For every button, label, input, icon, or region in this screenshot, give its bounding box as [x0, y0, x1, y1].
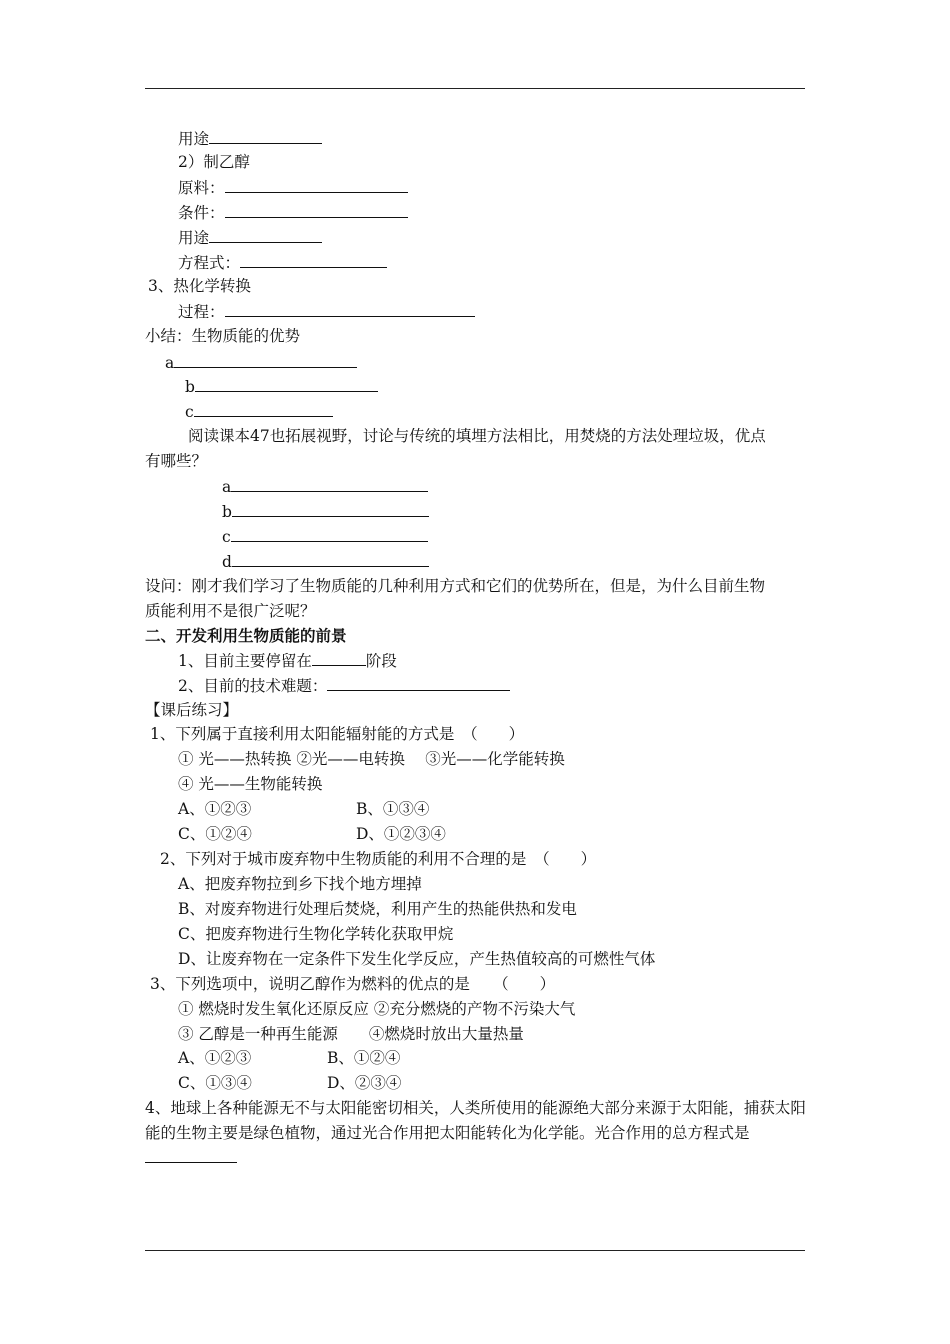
- condition-line: 条件：: [178, 202, 408, 223]
- process-line: 过程：: [178, 301, 475, 322]
- header-rule: [145, 88, 805, 89]
- blank[interactable]: [232, 501, 429, 517]
- exercise-2-choice-d[interactable]: D、让废弃物在一定条件下发生化学反应，产生热值较高的可燃性气体: [178, 950, 656, 968]
- blank[interactable]: [231, 476, 428, 492]
- exercise-2-choice-c[interactable]: C、把废弃物进行生物化学转化获取甲烷: [178, 925, 454, 943]
- question-1: 设问：刚才我们学习了生物质能的几种利用方式和它们的优势所在，但是，为什么目前生物: [145, 577, 766, 595]
- blank[interactable]: [195, 376, 378, 392]
- thermochem-heading: 3、热化学转换: [148, 277, 251, 295]
- section2-item2: 2、目前的技术难题：: [178, 675, 510, 696]
- blank[interactable]: [327, 675, 510, 691]
- blank[interactable]: [231, 526, 428, 542]
- exercise-2-choice-a[interactable]: A、把废弃物拉到乡下找个地方埋掉: [178, 875, 422, 893]
- exercise-3-choice-a[interactable]: A、①②③: [178, 1049, 252, 1067]
- blank[interactable]: [240, 252, 387, 268]
- blank[interactable]: [174, 352, 357, 368]
- blank[interactable]: [209, 227, 322, 243]
- raw-material-line: 原料：: [178, 177, 408, 198]
- summary-c: c: [185, 401, 333, 422]
- section2-title: 二、开发利用生物质能的前景: [145, 626, 347, 645]
- exercise-3: 3、下列选项中，说明乙醇作为燃料的优点的是 （ ）: [150, 975, 556, 993]
- blank[interactable]: [312, 650, 366, 666]
- exercise-1-choice-c[interactable]: C、①②④: [178, 825, 252, 843]
- blank[interactable]: [232, 551, 429, 567]
- equation-line: 方程式：: [178, 252, 387, 273]
- summary-a: a: [165, 352, 357, 373]
- reading-b: b: [222, 501, 429, 522]
- blank[interactable]: [225, 177, 408, 193]
- reading-d: d: [222, 551, 429, 572]
- reading-prompt-2: 有哪些？: [145, 452, 208, 470]
- summary-b: b: [185, 376, 378, 397]
- exercise-header: 【课后练习】: [145, 701, 239, 719]
- exercise-3-choice-c[interactable]: C、①③④: [178, 1074, 252, 1092]
- exercise-1-options-2: ④ 光——生物能转换: [178, 775, 323, 793]
- exercise-1-choice-d[interactable]: D、①②③④: [356, 825, 446, 843]
- blank[interactable]: [145, 1147, 237, 1163]
- ethanol-heading: 2）制乙醇: [178, 153, 250, 171]
- exercise-2: 2、下列对于城市废弃物中生物质能的利用不合理的是 （ ）: [160, 850, 597, 868]
- use-line-1: 用途: [178, 128, 322, 149]
- exercise-3-choice-b[interactable]: B、①②④: [327, 1049, 401, 1067]
- exercise-1: 1、下列属于直接利用太阳能辐射能的方式是 （ ）: [150, 725, 525, 743]
- exercise-1-choice-b[interactable]: B、①③④: [356, 800, 430, 818]
- blank[interactable]: [225, 301, 475, 317]
- exercise-1-choice-a[interactable]: A、①②③: [178, 800, 252, 818]
- blank[interactable]: [194, 401, 333, 417]
- blank[interactable]: [209, 128, 322, 144]
- exercise-2-choice-b[interactable]: B、对废弃物进行处理后焚烧，利用产生的热能供热和发电: [178, 900, 577, 918]
- exercise-3-options-1: ① 燃烧时发生氧化还原反应 ②充分燃烧的产物不污染大气: [178, 1000, 576, 1018]
- footer-rule: [145, 1250, 805, 1251]
- question-2: 质能利用不是很广泛呢？: [145, 602, 316, 620]
- reading-a: a: [222, 476, 428, 497]
- section2-item1: 1、目前主要停留在 阶段: [178, 652, 397, 670]
- use-line-2: 用途: [178, 227, 322, 248]
- reading-prompt-1: 阅读课本47也拓展视野，讨论与传统的填埋方法相比，用焚烧的方法处理垃圾，优点: [188, 427, 766, 445]
- blank[interactable]: [225, 202, 408, 218]
- summary-heading: 小结：生物质能的优势: [145, 327, 301, 345]
- exercise-3-choice-d[interactable]: D、②③④: [327, 1074, 402, 1092]
- reading-c: c: [222, 526, 428, 547]
- exercise-1-options-1: ① 光——热转换 ②光——电转换 ③光——化学能转换: [178, 750, 565, 768]
- exercise-3-options-2: ③ 乙醇是一种再生能源 ④燃烧时放出大量热量: [178, 1025, 524, 1043]
- exercise-4: 4、地球上各种能源无不与太阳能密切相关，人类所使用的能源绝大部分来源于太阳能，捕获太阳能的生物主要是绿色植物，通过光合作用把太阳能转化为化学能。光合作用的总方程式是: [145, 1096, 810, 1171]
